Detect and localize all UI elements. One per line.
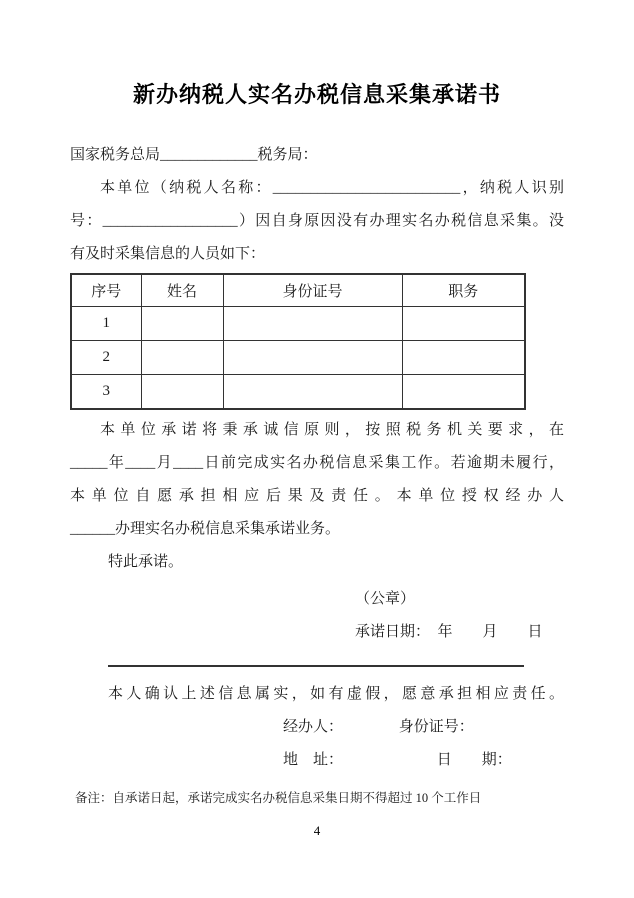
document-title: 新办纳税人实名办税信息采集承诺书 <box>132 82 501 107</box>
id-number-cell <box>223 375 402 410</box>
serial-cell: 1 <box>71 307 141 341</box>
footer-note: 备注：自承诺日起，承诺完成实名办税信息采集日期不得超过 10 个工作日 <box>75 791 482 805</box>
table-row <box>71 375 525 410</box>
para2-line3: 本单位自愿承担相应后果及责任。本单位授权经办人 <box>70 488 564 504</box>
signature-row-1 <box>283 711 564 744</box>
name-cell <box>141 307 223 341</box>
id-number-cell <box>223 341 402 375</box>
para1-line1: 本单位（纳税人名称：_________________________，纳税人识别 <box>100 180 564 196</box>
signature-row-2 <box>283 744 564 777</box>
confirmation-line: 本人确认上述信息属实，如有虚假，愿意承担相应责任。 <box>108 686 564 702</box>
col-header-id-number: 身份证号 <box>223 274 402 307</box>
address-label: 地 址： <box>283 752 344 768</box>
name-cell <box>141 341 223 375</box>
id-number-cell <box>223 307 402 341</box>
col-header-serial: 序号 <box>71 274 141 307</box>
salutation-line: 国家税务总局_____________税务局： <box>70 147 318 163</box>
table-row <box>71 307 525 341</box>
seal-block <box>355 583 564 649</box>
position-cell <box>402 375 525 410</box>
position-cell <box>402 341 525 375</box>
signature-divider <box>108 665 524 667</box>
table-row <box>71 341 525 375</box>
date-label: 日 期： <box>436 752 512 768</box>
table-header-row <box>71 274 525 307</box>
para2-line1: 本单位承诺将秉承诚信原则，按照税务机关要求，在 <box>100 422 564 438</box>
seal-placeholder: （公章） <box>355 591 416 607</box>
commit-date-line: 承诺日期： 年 月 日 <box>355 624 543 640</box>
para1-line3: 有及时采集信息的人员如下： <box>70 246 266 262</box>
closing-line: 特此承诺。 <box>108 554 184 570</box>
operator-label: 经办人： <box>283 719 344 735</box>
id-number-label: 身份证号： <box>398 719 474 735</box>
para2-line4: ______办理实名办税信息采集承诺业务。 <box>70 521 341 537</box>
para2-line2: _____年____月____日前完成实名办税信息采集工作。若逾期未履行， <box>70 455 564 471</box>
col-header-position: 职务 <box>402 274 525 307</box>
position-cell <box>402 307 525 341</box>
para1-line2: 号：__________________）因自身原因没有办理实名办税信息采集。没 <box>70 213 564 229</box>
name-cell <box>141 375 223 410</box>
page-number: 4 <box>313 823 321 838</box>
col-header-name: 姓名 <box>141 274 223 307</box>
serial-cell: 3 <box>71 375 141 410</box>
person-table <box>70 273 526 410</box>
serial-cell: 2 <box>71 341 141 375</box>
